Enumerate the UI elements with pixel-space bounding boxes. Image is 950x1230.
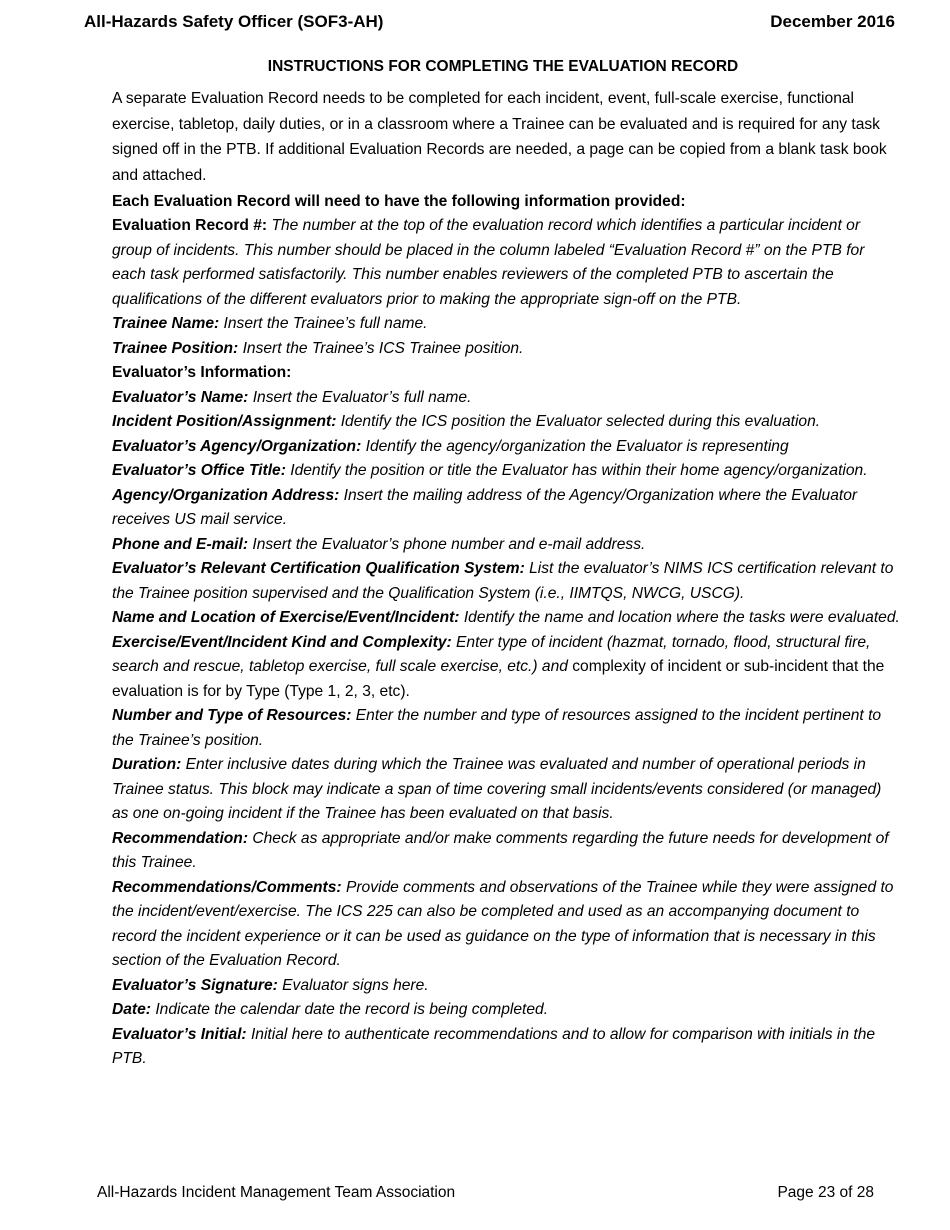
item-description: Insert the mailing address of the Agency/Organization where the Evaluator receives US mail service. <box>112 486 858 528</box>
header-document-title: All-Hazards Safety Officer (SOF3-AH) <box>84 12 384 31</box>
item-label: Phone and E-mail: <box>112 535 249 553</box>
item-description: Identify the agency/organization the Evaluator is representing <box>361 437 789 455</box>
item-label: Evaluator’s Name: <box>112 388 249 406</box>
item-date <box>112 998 902 1023</box>
item-recommendations-comments <box>112 876 902 974</box>
item-agency-address <box>112 484 902 533</box>
item-description: Insert the Trainee’s ICS Trainee position. <box>238 339 524 357</box>
item-label: Evaluator’s Initial: <box>112 1025 247 1043</box>
item-description: Enter type of incident (hazmat, tornado, flood, structural fire, search and rescue, tabletop exercise, full scale exercise, etc.) and <box>112 633 871 675</box>
item-description: Evaluator signs here. <box>277 976 429 994</box>
item-description: Identify the position or title the Evaluator has within their home agency/organization. <box>285 462 868 479</box>
item-description: Identify the ICS position the Evaluator selected during this evaluation. <box>336 413 821 430</box>
item-trainee-position <box>112 337 902 362</box>
item-label: Incident Position/Assignment: <box>112 413 337 430</box>
header-date: December 2016 <box>770 12 895 31</box>
item-phone-email <box>112 533 902 558</box>
item-description: Check as appropriate and/or make comments regarding the future needs for development of this Trainee. <box>112 829 889 871</box>
item-label: Duration: <box>112 756 182 773</box>
instructions-body <box>112 86 902 1072</box>
item-label: Recommendations/Comments: <box>112 878 342 896</box>
item-label: Date: <box>112 1001 151 1018</box>
item-description: Identify the name and location where the tasks were evaluated. <box>459 609 900 626</box>
item-evaluation-record-number <box>112 214 902 312</box>
footer-page-number: Page 23 of 28 <box>777 1184 874 1201</box>
item-evaluators-office-title <box>112 459 902 484</box>
item-name-location <box>112 606 902 631</box>
item-description: Insert the Evaluator’s phone number and e-mail address. <box>248 535 646 553</box>
item-description: List the evaluator’s NIMS ICS certification relevant to the Trainee position supervised and the Qualification System (i.e., IIMTQS, NWCG, USCG). <box>112 560 894 602</box>
item-evaluators-name <box>112 386 902 411</box>
item-description: Provide comments and observations of the Trainee while they were assigned to the incident/event/exercise. The ICS 225 can also be completed and used as an accompanying document to record the incident experience or it can be used as guidance on the type of information that is necessary in this section of the Evaluation Record. <box>112 878 894 969</box>
item-label: Name and Location of Exercise/Event/Incident: <box>112 609 460 626</box>
item-certification-system <box>112 557 902 606</box>
item-evaluators-initial <box>112 1023 902 1072</box>
item-description: Insert the Trainee’s full name. <box>219 315 428 332</box>
item-trainee-name <box>112 312 902 337</box>
item-incident-position <box>112 410 902 435</box>
item-description: Initial here to authenticate recommendations and to allow for comparison with initials in the PTB. <box>112 1025 876 1067</box>
item-evaluators-information <box>112 361 902 386</box>
item-description: Enter inclusive dates during which the Trainee was evaluated and number of operational periods in Trainee status. This block may indicate a span of time covering small incidents/events considered (or managed) as one on-going incident if the Trainee has been evaluated on that basis. <box>112 756 882 822</box>
item-recommendation <box>112 827 902 876</box>
item-label: Evaluator’s Information: <box>112 364 292 381</box>
item-label: Number and Type of Resources: <box>112 707 352 724</box>
item-label: Trainee Position: <box>112 339 239 357</box>
item-label: Evaluator’s Agency/Organization: <box>112 437 362 455</box>
item-label: Exercise/Event/Incident Kind and Complexity: <box>112 633 452 651</box>
item-duration <box>112 753 902 827</box>
item-evaluators-signature <box>112 974 902 999</box>
item-label: Evaluator’s Signature: <box>112 976 278 994</box>
item-description: The number at the top of the evaluation record which identifies a particular incident or group of incidents. This number should be placed in the column labeled “Evaluation Record #” on the PTB for each task performed satisfactorily. This number enables reviewers of the completed PTB to ascertain the qualifications of the different evaluators prior to making the appropriate sign-off on the PTB. <box>112 217 865 308</box>
page-title: INSTRUCTIONS FOR COMPLETING THE EVALUATION RECORD <box>267 58 739 75</box>
item-description: Enter the number and type of resources assigned to the incident pertinent to the Trainee’s position. <box>112 707 882 749</box>
item-label: Evaluator’s Relevant Certification Qualification System: <box>112 560 525 577</box>
item-number-type-resources <box>112 704 902 753</box>
item-label: Recommendation: <box>112 829 249 847</box>
item-label: Evaluation Record #: <box>112 217 268 234</box>
intro-paragraph: A separate Evaluation Record needs to be completed for each incident, event, full-scale exercise, functional exercise, tabletop, daily duties, or in a classroom where a Trainee can be evaluated and is required for any task signed off in the PTB. If additional Evaluation Records are needed, a page can be copied from a blank task book and attached. <box>112 90 887 184</box>
item-label: Trainee Name: <box>112 315 220 332</box>
lead-statement: Each Evaluation Record will need to have the following information provided: <box>112 192 686 210</box>
item-description: Indicate the calendar date the record is being completed. <box>151 1001 549 1018</box>
item-label: Evaluator’s Office Title: <box>112 462 286 479</box>
footer-organization: All-Hazards Incident Management Team Association <box>97 1184 456 1201</box>
item-evaluators-agency <box>112 435 902 460</box>
item-kind-complexity <box>112 631 902 705</box>
item-description-continued: complexity of incident or sub-incident that the evaluation is for by Type (Type 1, 2, 3, etc). <box>112 658 885 700</box>
item-description: Insert the Evaluator’s full name. <box>248 388 472 406</box>
item-label: Agency/Organization Address: <box>112 486 340 504</box>
